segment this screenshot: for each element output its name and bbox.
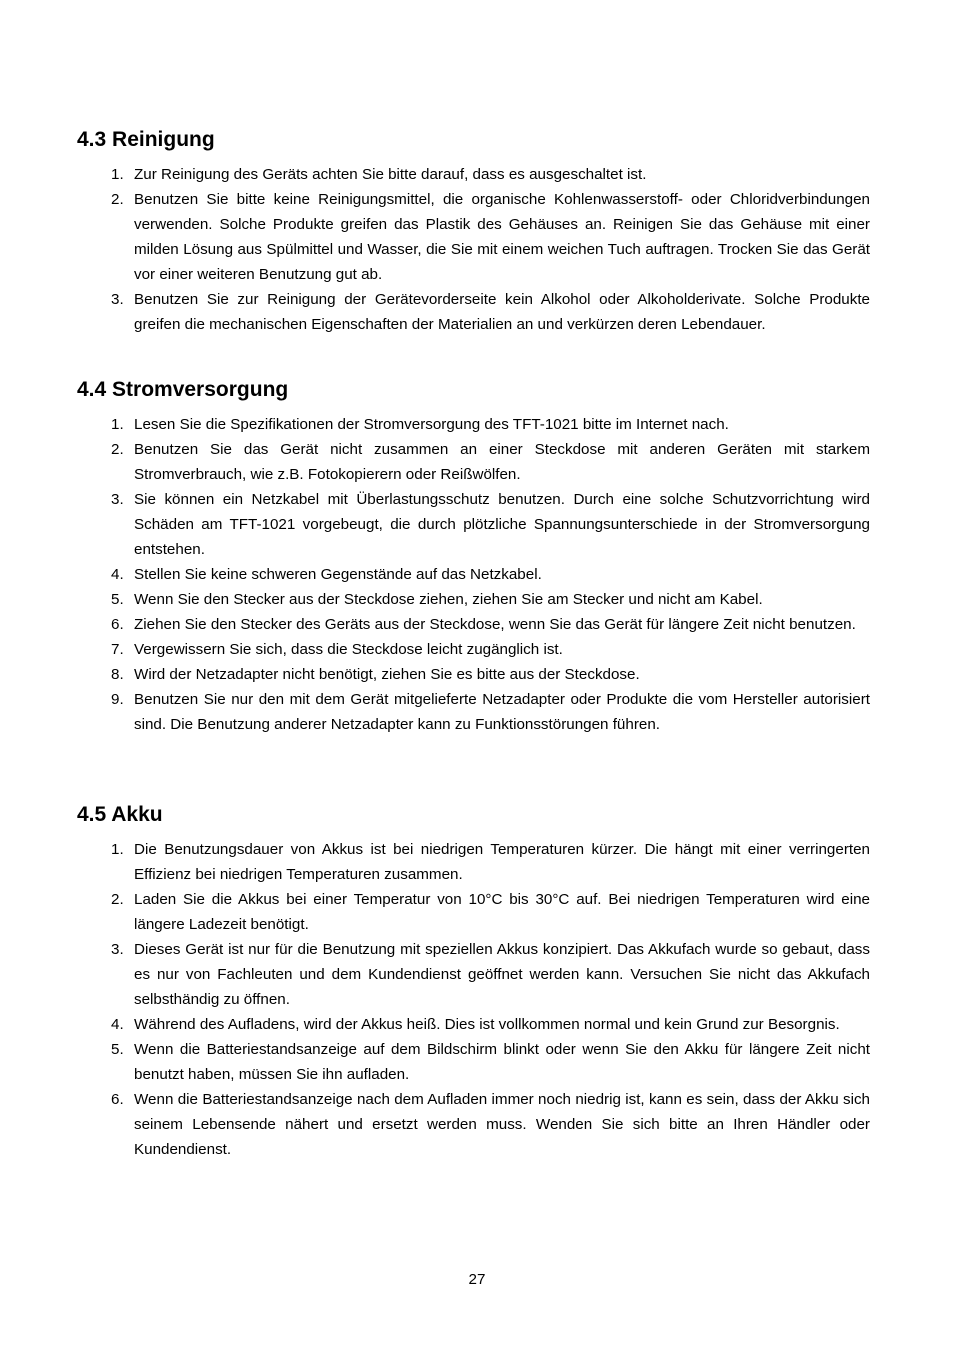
list-item-text: Ziehen Sie den Stecker des Geräts aus der Steckdose, wenn Sie das Gerät für längere Zeit nicht benutzen.	[134, 616, 856, 633]
list-item	[77, 487, 870, 562]
list-item-text: Benutzen Sie zur Reinigung der Gerätevorderseite kein Alkohol oder Alkoholderivate. Solche Produkte greifen die mechanischen Eigenschaften der Materialien an und verkürzen deren Lebendauer.	[134, 291, 870, 333]
list-item-text: Wenn Sie den Stecker aus der Steckdose ziehen, ziehen Sie am Stecker und nicht am Kabel.	[134, 591, 763, 608]
list-item	[77, 437, 870, 487]
list-number: 2.	[111, 441, 124, 458]
list-item	[77, 887, 870, 937]
numbered-list	[77, 412, 870, 737]
list-number: 1.	[111, 416, 124, 433]
list-item-text: Lesen Sie die Spezifikationen der Stromversorgung des TFT-1021 bitte im Internet nach.	[134, 416, 729, 433]
list-item-text: Vergewissern Sie sich, dass die Steckdose leicht zugänglich ist.	[134, 641, 563, 658]
section-heading: 4.3 Reinigung	[77, 128, 215, 151]
list-item	[77, 162, 870, 187]
list-item-text: Zur Reinigung des Geräts achten Sie bitte darauf, dass es ausgeschaltet ist.	[134, 166, 647, 183]
list-item	[77, 412, 870, 437]
section-reinigung	[77, 127, 870, 337]
list-item-text: Während des Aufladens, wird der Akkus heiß. Dies ist vollkommen normal und kein Grund zur Besorgnis.	[134, 1016, 840, 1033]
list-item	[77, 937, 870, 1012]
list-number: 4.	[111, 1016, 124, 1033]
page-number: 27	[468, 1271, 486, 1288]
numbered-list	[77, 837, 870, 1162]
list-number: 3.	[111, 491, 124, 508]
list-item-text: Sie können ein Netzkabel mit Überlastungsschutz benutzen. Durch eine solche Schutzvorrichtung wird Schäden am TFT-1021 vorgebeugt, die durch plötzliche Spannungsunterschiede in der Stromversorgung entstehen.	[134, 491, 870, 558]
list-item-text: Laden Sie die Akkus bei einer Temperatur von 10°C bis 30°C auf. Bei niedrigen Temperaturen wird eine längere Ladezeit benötigt.	[134, 891, 870, 933]
list-number: 4.	[111, 566, 124, 583]
list-number: 5.	[111, 591, 124, 608]
list-item-text: Dieses Gerät ist nur für die Benutzung mit speziellen Akkus konzipiert. Das Akkufach wurde so gebaut, dass es nur von Fachleuten und dem Kundendienst geöffnet werden kann. Versuchen Sie nicht das Akkufach selbsthändig zu öffnen.	[134, 941, 870, 1008]
list-number: 1.	[111, 841, 124, 858]
list-number: 9.	[111, 691, 124, 708]
list-item	[77, 612, 870, 637]
list-item-text: Wird der Netzadapter nicht benötigt, ziehen Sie es bitte aus der Steckdose.	[134, 666, 640, 683]
list-number: 1.	[111, 166, 124, 183]
list-item-text: Benutzen Sie nur den mit dem Gerät mitgelieferte Netzadapter oder Produkte die vom Hersteller autorisiert sind. Die Benutzung anderer Netzadapter kann zu Funktionsstörungen führen.	[134, 691, 870, 733]
list-number: 8.	[111, 666, 124, 683]
numbered-list	[77, 162, 870, 337]
list-number: 6.	[111, 616, 124, 633]
list-item	[77, 587, 870, 612]
list-item	[77, 662, 870, 687]
list-item	[77, 562, 870, 587]
list-item	[77, 637, 870, 662]
list-item-text: Wenn die Batteriestandsanzeige nach dem Aufladen immer noch niedrig ist, kann es sein, dass der Akku sich seinem Lebensende nähert und ersetzt werden muss. Wenden Sie sich bitte an Ihren Händler oder Kundendienst.	[134, 1091, 870, 1158]
list-number: 6.	[111, 1091, 124, 1108]
list-item	[77, 187, 870, 287]
list-item	[77, 1037, 870, 1087]
list-number: 2.	[111, 891, 124, 908]
list-number: 3.	[111, 291, 124, 308]
list-item-text: Wenn die Batteriestandsanzeige auf dem Bildschirm blinkt oder wenn Sie den Akku für längere Zeit nicht benutzt haben, müssen Sie ihn aufladen.	[134, 1041, 870, 1083]
list-item	[77, 1012, 870, 1037]
list-item-text: Benutzen Sie bitte keine Reinigungsmittel, die organische Kohlenwasserstoff- oder Chloridverbindungen verwenden. Solche Produkte greifen das Plastik des Gehäuses an. Reinigen Sie das Gehäuse mit einer milden Lösung aus Spülmittel und Wasser, die Sie mit einem weichen Tuch auftragen. Trocken Sie das Gerät vor einer weiteren Benutzung gut ab.	[134, 191, 870, 283]
list-item	[77, 287, 870, 337]
list-item-text: Die Benutzungsdauer von Akkus ist bei niedrigen Temperaturen kürzer. Die hängt mit einer verringerten Effizienz bei niedrigen Temperaturen zusammen.	[134, 841, 870, 883]
list-item-text: Stellen Sie keine schweren Gegenstände auf das Netzkabel.	[134, 566, 542, 583]
list-item-text: Benutzen Sie das Gerät nicht zusammen an einer Steckdose mit anderen Geräten mit starkem Stromverbrauch, wie z.B. Fotokopierern oder Reißwölfen.	[134, 441, 870, 483]
section-akku	[77, 802, 870, 1162]
section-stromversorgung	[77, 377, 870, 737]
list-number: 3.	[111, 941, 124, 958]
list-number: 2.	[111, 191, 124, 208]
list-number: 5.	[111, 1041, 124, 1058]
section-heading: 4.5 Akku	[77, 803, 163, 826]
section-heading: 4.4 Stromversorgung	[77, 378, 289, 401]
list-item	[77, 1087, 870, 1162]
list-item	[77, 837, 870, 887]
list-number: 7.	[111, 641, 124, 658]
list-item	[77, 687, 870, 737]
